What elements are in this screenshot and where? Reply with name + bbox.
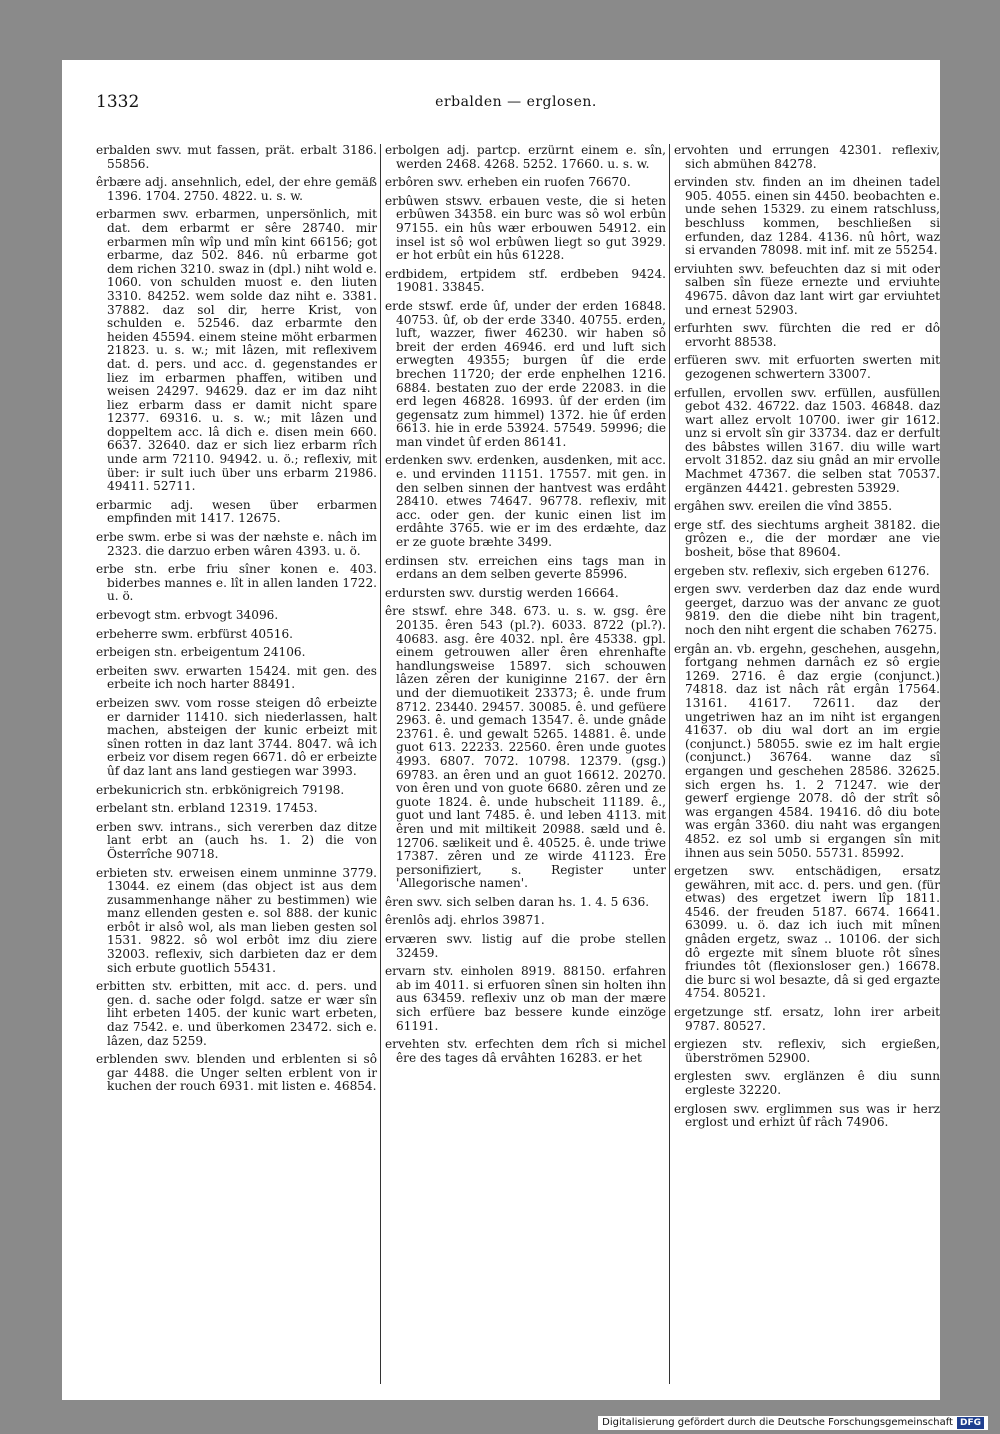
dictionary-entry: erbarmen swv. erbarmen, unpersönlich, mit dat. dem erbarmt er sêre 28740. mir erbarmen mîn wîp und mîn kint 66156; got erbarme, daz 502. 846. nû erbarme got dem richen 3210. swaz in (dpl.) niht wold e. 1060. von schulden muost e. den liuten 3310. 84252. wem solde daz niht e. 3381. 37882. daz sol dir, herre Krist, von schulden e. 52546. daz erbarmte den heiden 45594. einem steine möht erbarmen 21823. u. s. w.; mit lâzen, mit reflexivem dat. d. pers. und acc. d. gegenstandes er liez im erbarmen phaffen, witiben und weisen 24297. 94629. daz er im daz niht liez erbarm dass er damit nicht spare 12377. 69316. u. s. w.; mit lâzen und doppeltem acc. lâ dich e. disen mein 660. 6637. 32640. daz er sich liez erbarm rîch unde arm 72110. 94942. u. ö.; reflexiv, mit über: ir sult iuch über uns erbarm 21986. 49411. 52711. bbox=[96, 207, 377, 494]
dictionary-entry: erblenden swv. blenden und erblenten si sô gar 4488. die Unger selten erblent von ir kuchen der rouch 6931. mit listen e. 46854. bbox=[96, 1052, 377, 1094]
dictionary-entry: erbekunicrich stn. erbkönigreich 79198. bbox=[96, 782, 345, 797]
dictionary-entry: êrenlôs adj. ehrlos 39871. bbox=[385, 913, 545, 928]
dictionary-entry: ergetzunge stf. ersatz, lohn irer arbeit 9787. 80527. bbox=[674, 1005, 940, 1033]
dictionary-entry: erfurhten swv. fürchten die red er dô ervorht 88538. bbox=[674, 321, 940, 349]
dictionary-entry: erviuhten swv. befeuchten daz si mit oder salben sîn füeze erneztе und erviuhte 49675. dâvon daz lant wirt gar erviuhtet und erneзt 52903. bbox=[674, 261, 940, 317]
dictionary-entry: erbevogt stm. erbvogt 34096. bbox=[96, 608, 279, 622]
dictionary-entry: ervehten stv. erfechten dem rîch si michel êre des tages dâ ervâhten 16283. er het bbox=[385, 1037, 666, 1065]
dictionary-entry: erdinsen stv. erreichen eins tags man in erdans an dem selben geverte 85996. bbox=[385, 553, 666, 582]
dictionary-entry: ergân an. vb. ergehn, geschehen, ausgehn, fortgang nehmen darnâch ez sô ergie 1269. 2716. ê daz ergie (conjunct.) 74818. daz ist nâch rât ergân 17564. 13161. 41617. 72611. daz der ungetriwen haz an im niht ist ergangen 41637. ob diu wal dort an im ergie (conjunct.) 58055. swie ez im halt ergie (conjunct.) 36764. wanne daz sî ergangen und geschehen 28586. 32625. sich ergen hs. 1. 2 71247. wie der gewerf ergienge 2078. dô der strît sô was ergangen 4584. 19416. dô diu bote was ergân 3360. diu naht was ergangen 4852. ez sol umb si ergangen sîn mit ihnen aus sein 5050. 55731. 85992. bbox=[674, 641, 940, 860]
dictionary-entry: êre stswf. ehre 348. 673. u. s. w. gsg. êre 20135. êren 543 (pl.?). 6033. 8722 (pl.?). 40683. asg. êre 4032. npl. êre 45338. gpl. einem getrouwen aller êren ehrenhafte handlungsweise 15897. sich schouwen lâzen zêren der kuniginne 2167. der êrn und der diemuotikeit 23373; ê. unde frum 8712. 23440. 29457. 30085. ê. und gefüere 2963. ê. und gemach 13547. ê. unde gnâde 23761. ê. und gewalt 5265. 14881. ê. unde guot 613. 22233. 22560. êren unde guotes 4993. 6807. 7072. 10798. 12379. (gsg.) 69783. an êren und an guot 16612. 20270. von êren und von guote 6680. zêren und ze guote 1824. ê. unde hubscheit 11189. ê., guot und lant 7485. ê. und leben 4113. mit êren und mit miltikeit 20988. sæld und ê. 12706. sælikeit und ê. 40525. ê. unde triwe 17387. zêren und ze wirde 41123. Êre personifiziert, s. Register unter 'Allegorische namen'. bbox=[385, 604, 666, 891]
column-right bbox=[674, 144, 940, 1384]
dictionary-entry: erben swv. intrans., sich vererben daz ditze lant erbt an (auch hs. 1. 2) die von Österrîche 90718. bbox=[96, 819, 377, 861]
dictionary-entry: erbe swm. erbe si was der næhste e. nâch im 2323. die darzuo erben wâren 4393. u. ö. bbox=[96, 530, 377, 558]
dictionary-entry: erværen swv. listig auf die probe stellen 32459. bbox=[385, 932, 666, 960]
dictionary-entry: erbôren swv. erheben ein ruofen 76670. bbox=[385, 175, 631, 190]
dictionary-entry: ervinden stv. finden an im dheinen tadel 905. 4055. einen sin 4450. beobachten e. unde sehen 15329. zu einem ratschluss, beschluss kommen, beschließen si erfunden, daz 1284. 4136. nû hôrt, waz si ervanden 78098. mit inf. mit ze 55254. bbox=[674, 175, 940, 258]
dictionary-entry: erfullen, ervollen swv. erfüllen, ausfüllen gebot 432. 46722. daz 1503. 46848. daz wart allez ervolt 10700. iwer gir 1612. unz si ervolt sîn gir 33734. daz er derfult des bâbstes willen 3167. diu wille wart ervolt 31852. daz siu gnâd an mir ervolle Machmet 47367. die selben stat 70537. ergänzen 44421. gebresten 53929. bbox=[674, 385, 940, 495]
dictionary-entry: erbarmic adj. wesen über erbarmen empfinden mit 1417. 12675. bbox=[96, 497, 377, 526]
text-columns bbox=[96, 144, 938, 1384]
page-number: 1332 bbox=[96, 92, 140, 112]
dictionary-entry: erbeherre swm. erbfürst 40516. bbox=[96, 626, 294, 641]
dictionary-entry: ergâhen swv. ereilen die vînd 3855. bbox=[674, 499, 893, 514]
column-left bbox=[96, 144, 377, 1384]
dictionary-entry: êren swv. sich selben daran hs. 1. 4. 5 636. bbox=[385, 894, 650, 909]
dictionary-entry: erge stf. des siechtums argheit 38182. die grôzen e., die der mordær ane vie bosheit, böse that 89604. bbox=[674, 517, 940, 560]
dictionary-entry: erbitten stv. erbitten, mit acc. d. pers. und gen. d. sache oder folgd. satze er wær sîn liht erbeten 1405. der kunic wart erbeten, daz 7542. e. und überkomen 23472. sich e. lâzen, daz 5259. bbox=[96, 979, 377, 1048]
dictionary-entry: ervohten und errungen 42301. reflexiv, sich abmühen 84278. bbox=[674, 144, 940, 171]
dictionary-entry: erbeizen swv. vom rosse steigen dô erbeizte er darnider 11410. sich niederlassen, halt machen, absteigen der kunic erbeizt mit sînen rotten in daz lant 3744. 8047. wâ ich erbeiz vor disem regen 6671. dô er erbeizte ûf daz lant ans land gestiegen war 3993. bbox=[96, 695, 377, 778]
dictionary-entry: ergetzen swv. entschädigen, ersatz gewähren, mit acc. d. pers. und gen. (für etwas) des ergetzet iwern lîp 1811. 4546. der freuden 5187. 6674. 16641. 63099. u. ö. daz ich iuch mit mînen gnâden ergetz, swaz .. 10106. der sich dô ergezte mit sînem bluote rôt sînes friundes tôt (flexionsloser gen.) 16678. die burc si wol besazte, dâ si ged ergazte 4754. 80521. bbox=[674, 864, 940, 1001]
dictionary-entry: ergen swv. verderben daz daz ende wurd geerget, darzuo was der anvanc ze guot 9819. den die diebe niht bin tragent, noch den niht ergent die schaben 76275. bbox=[674, 582, 940, 637]
dictionary-entry: erdbidem, ertpidem stf. erdbeben 9424. 19081. 33845. bbox=[385, 266, 666, 295]
footer-credit bbox=[598, 1416, 988, 1430]
funding-note: Digitalisierung gefördert durch die Deutsche Forschungsgemeinschaft bbox=[602, 1417, 953, 1428]
dictionary-entry: erbeiten swv. erwarten 15424. mit gen. des erbeite ich noch harter 88491. bbox=[96, 663, 377, 692]
dictionary-entry: ergeben stv. reflexiv, sich ergeben 61276. bbox=[674, 563, 930, 578]
dictionary-entry: erbeigen stn. erbeigentum 24106. bbox=[96, 645, 306, 660]
dictionary-entry: erbelant stn. erbland 12319. 17453. bbox=[96, 801, 318, 816]
dictionary-entry: erdursten swv. durstig werden 16664. bbox=[385, 585, 619, 600]
dictionary-entry: erglosen swv. erglimmen sus was ir herz erglost und erhizt ûf râch 74906. bbox=[674, 1101, 940, 1130]
dictionary-entry: ervarn stv. einholen 8919. 88150. erfahren ab im 4011. si erfuoren sînen sin holten ihn aus 63459. reflexiv unz ob man der mære sich erfüere baz bessere kunde einzöge 61191. bbox=[385, 964, 666, 1033]
dictionary-entry: erbolgen adj. partcp. erzürnt einem e. sîn, werden 2468. 4268. 5252. 17660. u. s. w. bbox=[385, 144, 666, 171]
dfg-logo: DFG bbox=[957, 1417, 984, 1429]
dictionary-entry: erbieten stv. erweisen einem unminne 3779. 13044. ez einem (das object ist aus dem zusammenhange näher zu bestimmen) wie manz ellenden gesten e. sol 888. der kunic erbôt ir alsô wol, als man lieben gesten sol 1531. 9822. sô wol erbôt imz diu ziere 32003. reflexiv, sich darbieten daz er dem sich erbute guotlich 55431. bbox=[96, 865, 377, 975]
dictionary-entry: ergiezen stv. reflexiv, sich ergießen, überströmen 52900. bbox=[674, 1037, 940, 1065]
dictionary-page bbox=[62, 60, 940, 1400]
column-middle bbox=[385, 144, 666, 1384]
dictionary-entry: erbûwen stswv. erbauen veste, die si heten erbûwen 34358. ein burc was sô wol erbûn 97155. ein hûs wær erbouwen 54912. ein insel ist sô wol erbûwen liegt so gut 3929. er hot erbût ein hûs 61228. bbox=[385, 193, 666, 263]
running-head: erbalden — erglosen. bbox=[435, 94, 597, 110]
dictionary-entry: erbe stn. erbe friu sîner konen e. 403. biderbes mannes e. lît in allen landen 1722. u. ö. bbox=[96, 562, 377, 604]
page-header bbox=[96, 92, 936, 118]
dictionary-entry: erdenken swv. erdenken, ausdenken, mit acc. e. und ervinden 11151. 17557. mit gen. in den selben sinnen der hantvest was erdâht 28410. etwes 74647. 96778. reflexiv, mit acc. oder gen. der kunic einen list im erdâhte 3765. wie er im des erdæhte, daz er ze guote bræhte 3499. bbox=[385, 453, 666, 550]
dictionary-entry: erde stswf. erde ûf, under der erden 16848. 40753. ûf, ob der erde 3340. 40755. erden, luft, wazzer, fiwer 46230. wir haben sô breit der erden 46946. erd und luft sich erwegten 49355; burgen ûf die erde brechen 11720; der erde enphelhen 1216. 6884. bestaten zuo der erde 22083. in die erd legen 46828. 16993. ûf der erden (im gegensatz zum himmel) 1372. hie ûf erden 6613. hie in erde 53924. 57549. 59996; die man vindet ûf erden 86141. bbox=[385, 298, 666, 449]
dictionary-entry: erfüeren swv. mit erfuorten swerten mit gezogenen schwertern 33007. bbox=[674, 353, 940, 381]
dictionary-entry: êrbære adj. ansehnlich, edel, der ehre gemäß 1396. 1704. 2750. 4822. u. s. w. bbox=[96, 175, 377, 203]
column-rule bbox=[669, 144, 670, 1384]
dictionary-entry: erbalden swv. mut fassen, prät. erbalt 3186. 55856. bbox=[96, 144, 377, 171]
dictionary-entry: erglesten swv. erglänzen ê diu sunn ergleste 32220. bbox=[674, 1069, 940, 1097]
column-rule bbox=[380, 144, 381, 1384]
